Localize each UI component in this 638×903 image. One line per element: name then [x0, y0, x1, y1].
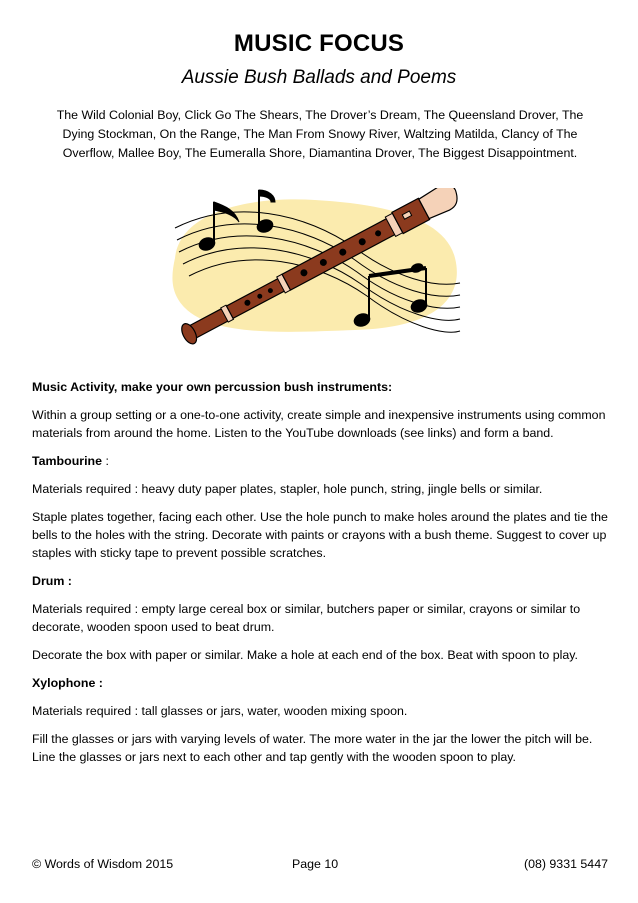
- drum-instructions: Decorate the box with paper or similar. Make a hole at each end of the box. Beat with spoon to play.: [32, 648, 578, 662]
- recorder-with-music-notes-icon: [155, 188, 475, 348]
- xylophone-materials: Materials required : tall glasses or jars, water, wooden mixing spoon.: [32, 704, 408, 718]
- footer-copyright: © Words of Wisdom 2015: [32, 857, 174, 871]
- activity-intro: Within a group setting or a one-to-one activity, create simple and inexpensive instruments using common materials from around the home. Listen to the YouTube downloads (see links) and form a band.: [32, 408, 606, 440]
- song-list: [34, 106, 606, 163]
- xylophone-instructions: Fill the glasses or jars with varying levels of water. The more water in the jar the lower the pitch will be. Line the glasses or jars next to each other and tap gently with the wooden spoon to play.: [32, 732, 593, 764]
- drum-materials: Materials required : empty large cereal box or similar, butchers paper or similar, crayons or similar to decorate, wooden spoon used to beat drum.: [32, 602, 581, 634]
- footer-phone: (08) 9331 5447: [523, 857, 608, 871]
- tambourine-materials: Materials required : heavy duty paper plates, stapler, hole punch, string, jingle bells or similar.: [32, 482, 543, 496]
- song-list-line: The Wild Colonial Boy, Click Go The Shears, The Drover’s Dream, The Queensland Drover, The: [56, 108, 584, 122]
- song-list-line: Dying Stockman, On the Range, The Man From Snowy River, Waltzing Matilda, Clancy of The: [62, 127, 578, 141]
- activity-heading: Music Activity, make your own percussion bush instruments:: [32, 380, 393, 394]
- footer-page-number: Page 10: [292, 857, 339, 871]
- drum-heading: Drum :: [32, 574, 72, 588]
- tambourine-heading-suffix: :: [102, 454, 109, 468]
- tambourine-heading-line: [32, 452, 610, 470]
- xylophone-heading: Xylophone :: [32, 676, 103, 690]
- tambourine-heading: Tambourine: [32, 454, 102, 468]
- page-title: MUSIC FOCUS: [233, 30, 405, 57]
- song-list-line: Overflow, Mallee Boy, The Eumeralla Shore, Diamantina Drover, The Biggest Disappointment.: [62, 146, 578, 160]
- page-subtitle: Aussie Bush Ballads and Poems: [181, 67, 457, 88]
- tambourine-instructions: Staple plates together, facing each other. Use the hole punch to make holes around the plates and tie the bells to the holes with the string. Decorate with paints or crayons with a bush theme. Suggest to cover up staples with sticky tape to prevent possible scratches.: [32, 510, 608, 560]
- activity-section: [32, 378, 610, 776]
